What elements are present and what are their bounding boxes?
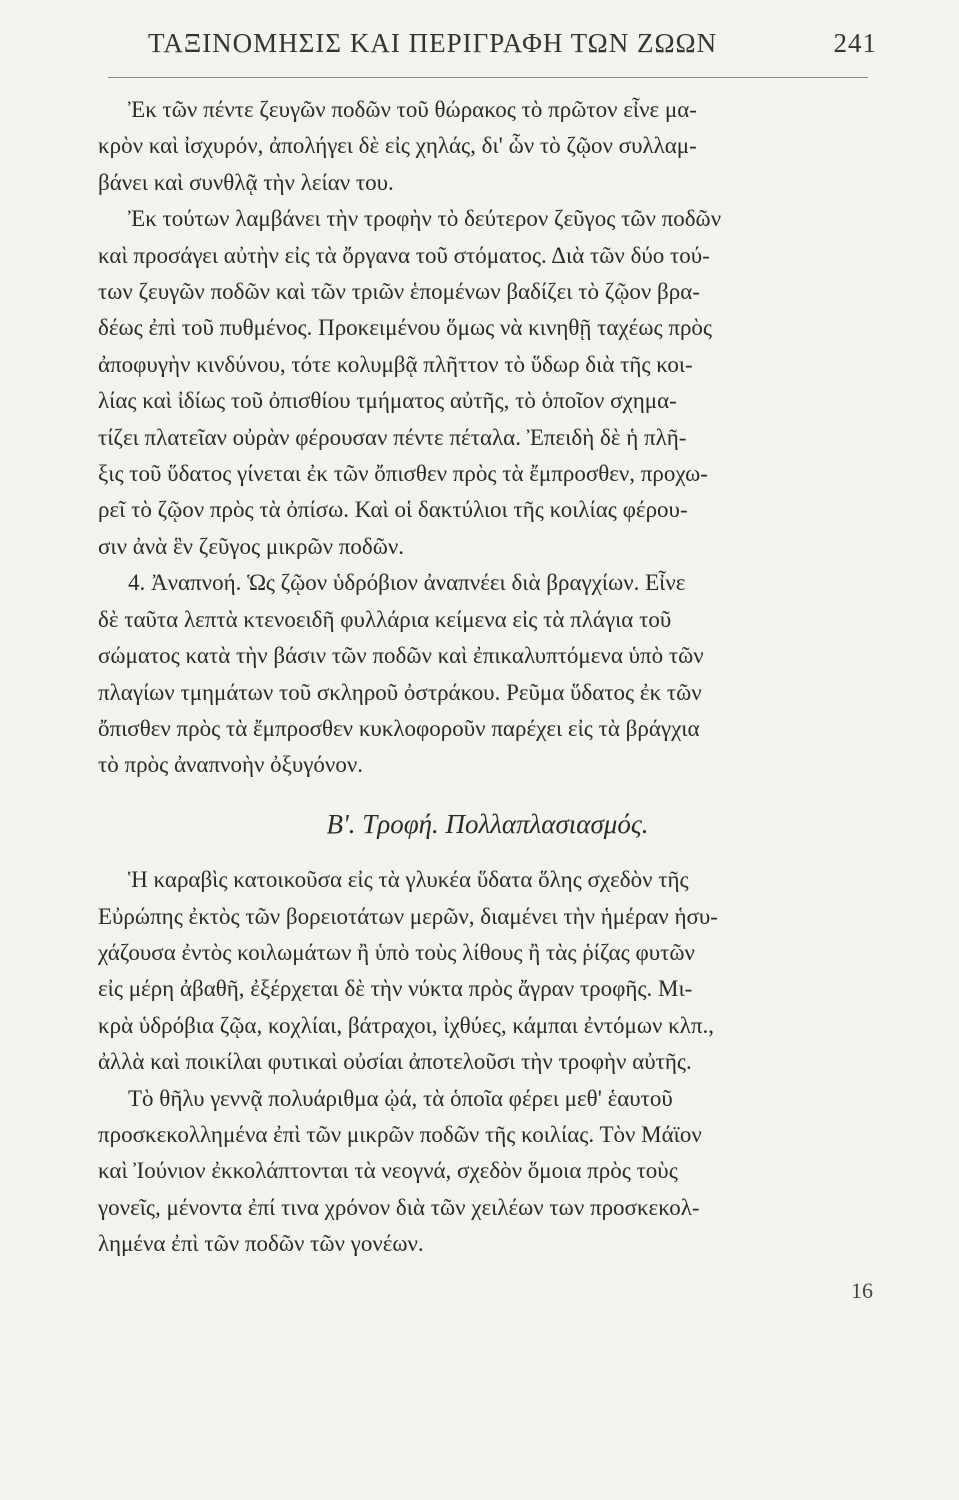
text-line: τίζει πλατεῖαν οὐρὰν φέρουσαν πέντε πέταλα. Ἐπειδὴ δὲ ἡ πλῆ- <box>98 424 687 450</box>
paragraph-habitat-food <box>98 862 877 1080</box>
text-line: ξις τοῦ ὕδατος γίνεται ἐκ τῶν ὄπισθεν πρὸς τὰ ἔμπροσθεν, προχω- <box>98 461 708 487</box>
text-line: Τὸ θῆλυ γεννᾷ πολυάριθμα ᾠά, τὰ ὁποῖα φέρει μεθ' ἑαυτοῦ <box>128 1085 673 1111</box>
text-line: των ζευγῶν ποδῶν καὶ τῶν τριῶν ἑπομένων βαδίζει τὸ ζῷον βρα- <box>98 279 700 305</box>
text-line: Εὐρώπης ἐκτὸς τῶν βορειοτάτων μερῶν, διαμένει τὴν ἡμέραν ἡσυ- <box>98 903 718 929</box>
section-title: Β'. Τροφή. Πολλαπλασιασμός. <box>326 808 649 839</box>
text-line: πλαγίων τμημάτων τοῦ σκληροῦ ὀστράκου. Ρεῦμα ὕδατος ἐκ τῶν <box>98 679 702 705</box>
text-line: ἀλλὰ καὶ ποικίλαι φυτικαὶ οὐσίαι ἀποτελοῦσι τὴν τροφὴν αὐτῆς. <box>98 1049 692 1075</box>
text-line: γονεῖς, μένοντα ἐπί τινα χρόνον διὰ τῶν χειλέων των προσκεκολ- <box>98 1194 700 1220</box>
paragraph-reproduction <box>98 1081 877 1263</box>
text-line: καὶ προσάγει αὐτὴν εἰς τὰ ὄργανα τοῦ στόματος. Διὰ τῶν δύο τού- <box>98 242 710 268</box>
body-text <box>98 92 877 1309</box>
text-line: Ἐκ τῶν πέντε ζευγῶν ποδῶν τοῦ θώρακος τὸ πρῶτον εἶνε μα- <box>128 97 697 122</box>
text-line: Ἐκ τούτων λαμβάνει τὴν τροφὴν τὸ δεύτερον ζεῦγος τῶν ποδῶν <box>128 206 722 232</box>
page-number: 241 <box>833 28 877 58</box>
running-header <box>98 28 877 59</box>
paragraph-thorax-legs <box>98 92 877 201</box>
text-line: εἰς μέρη ἀβαθῆ, ἐξέρχεται δὲ τὴν νύκτα πρὸς ἄγραν τροφῆς. Μι- <box>98 976 693 1002</box>
paragraph-respiration <box>98 565 877 783</box>
text-line: δὲ ταῦτα λεπτὰ κτενοειδῆ φυλλάρια κείμενα εἰς τὰ πλάγια τοῦ <box>98 606 672 632</box>
text-line: ἀποφυγὴν κινδύνου, τότε κολυμβᾷ πλῆττον τὸ ὕδωρ διὰ τῆς κοι- <box>98 351 693 377</box>
text-line: κρὰ ὑδρόβια ζῷα, κοχλίαι, βάτραχοι, ἰχθύες, κάμπαι ἐντόμων κλπ., <box>98 1012 714 1038</box>
header-rule <box>108 77 868 78</box>
text-line: σιν ἀνὰ ἓν ζεῦγος μικρῶν ποδῶν. <box>98 533 404 559</box>
text-line: σώματος κατὰ τὴν βάσιν τῶν ποδῶν καὶ ἐπικαλυπτόμενα ὑπὸ τῶν <box>98 643 704 669</box>
text-line: δέως ἐπὶ τοῦ πυθμένος. Προκειμένου ὅμως νὰ κινηθῇ ταχέως πρὸς <box>98 315 713 341</box>
text-line: καὶ Ἰούνιον ἐκκολάπτονται τὰ νεογνά, σχεδὸν ὅμοια πρὸς τοὺς <box>98 1158 678 1184</box>
text-line: ὄπισθεν πρὸς τὰ ἔμπροσθεν κυκλοφοροῦν παρέχει εἰς τὰ βράγχια <box>98 715 700 741</box>
text-line: λίας καὶ ἰδίως τοῦ ὀπισθίου τμήματος αὐτῆς, τὸ ὁποῖον σχημα- <box>98 388 677 414</box>
text-line: 4. Ἀναπνοή. Ὡς ζῷον ὑδρόβιον ἀναπνέει διὰ βραγχίων. Εἶνε <box>128 570 686 596</box>
text-line: κρὸν καὶ ἰσχυρόν, ἀπολήγει δὲ εἰς χηλάς, δι' ὧν τὸ ζῷον συλλαμ- <box>98 133 697 159</box>
text-line: Ἡ καραβὶς κατοικοῦσα εἰς τὰ γλυκέα ὕδατα ὅλης σχεδὸν τῆς <box>128 867 689 893</box>
header-title: ΤΑΞΙΝΟΜΗΣΙΣ ΚΑΙ ΠΕΡΙΓΡΑΦΗ ΤΩΝ ΖΩΩΝ <box>148 28 718 58</box>
text-line: προσκεκολλημένα ἐπὶ τῶν μικρῶν ποδῶν τῆς κοιλίας. Τὸν Μάϊον <box>98 1121 702 1147</box>
text-line: τὸ πρὸς ἀναπνοὴν ὀξυγόνον. <box>98 752 363 778</box>
text-line: λημένα ἐπὶ τῶν ποδῶν τῶν γονέων. <box>98 1231 424 1257</box>
text-line: ρεῖ τὸ ζῷον πρὸς τὰ ὀπίσω. Καὶ οἱ δακτύλιοι τῆς κοιλίας φέρου- <box>98 497 688 523</box>
text-line: χάζουσα ἐντὸς κοιλωμάτων ἢ ὑπὸ τοὺς λίθους ἢ τὰς ῥίζας φυτῶν <box>98 939 695 965</box>
paragraph-feeding-movement <box>98 201 877 565</box>
signature-mark: 16 <box>851 1277 873 1303</box>
text-line: βάνει καὶ συνθλᾷ τὴν λείαν του. <box>98 169 394 195</box>
